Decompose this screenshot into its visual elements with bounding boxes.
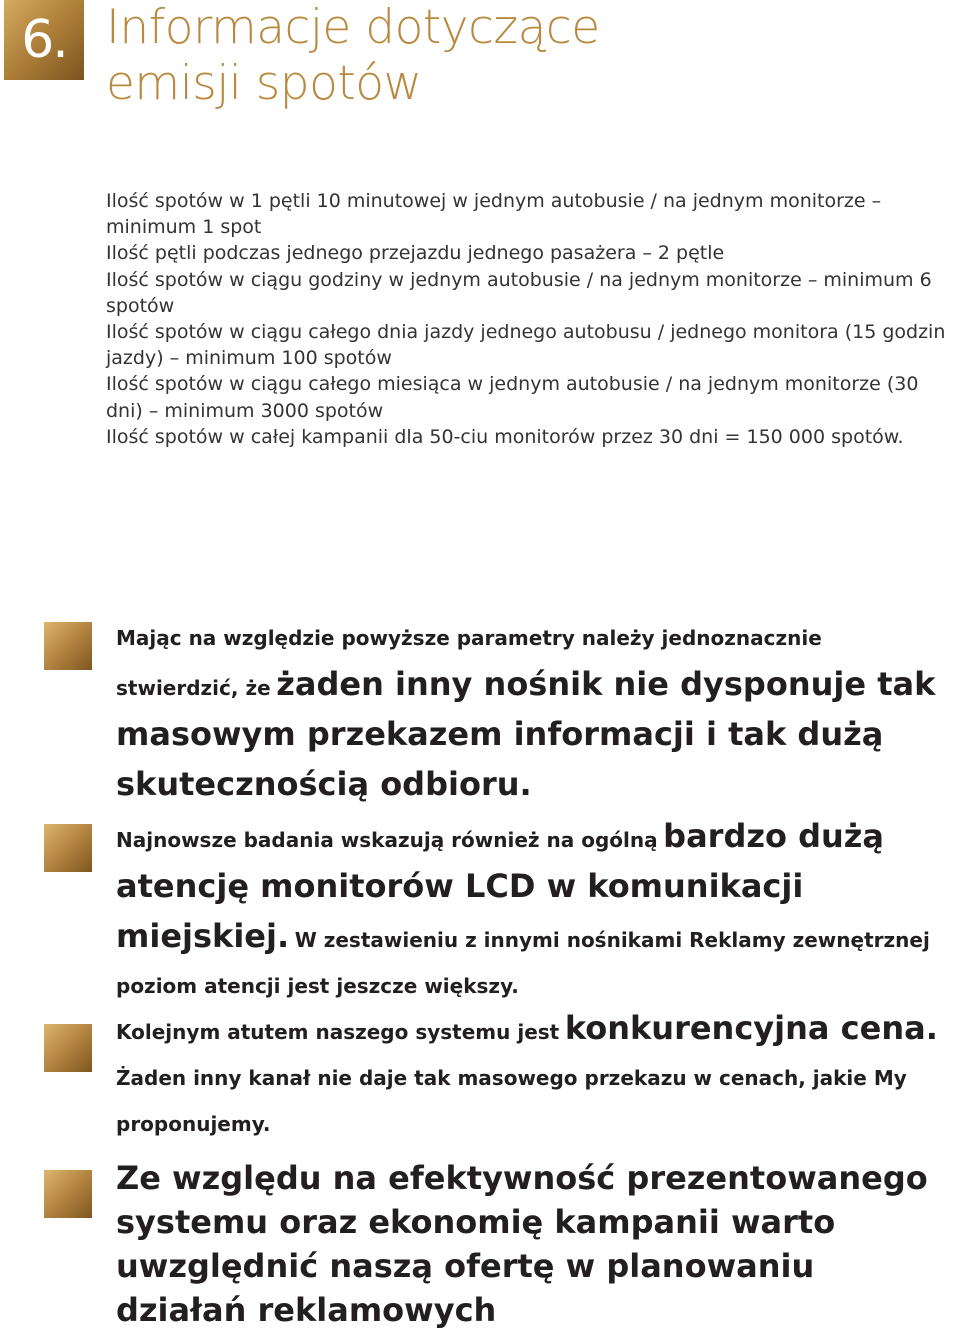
point-text: Kolejnym atutem naszego systemu jest <box>116 1020 560 1044</box>
page-title <box>106 0 600 112</box>
gold-square-bullet <box>44 1170 92 1218</box>
point-text: Mając na względzie powyższe parametry należy jednoznacznie stwierdzić, że <box>116 626 822 700</box>
gold-square-bullet <box>44 622 92 670</box>
stat-item: Ilość spotów w ciągu całego miesiąca w jednym autobusie / na jednym monitorze (30 dni) – minimum 3000 spotów <box>106 373 919 422</box>
point-attention <box>116 814 946 1010</box>
point-tail: Żaden inny kanał nie daje tak masowego przekazu w cenach, jakie My proponujemy. <box>116 1066 907 1136</box>
stat-item: Ilość spotów w ciągu całego dnia jazdy jednego autobusu / jednego monitora (15 godzin jazdy) – minimum 100 spotów <box>106 321 946 370</box>
title-line-1: Informacje dotyczące <box>106 0 600 55</box>
section-number-badge: 6. <box>4 0 84 80</box>
point-tail: W zestawieniu z innymi nośnikami Reklamy zewnętrznej poziom atencji jest jeszcze większy. <box>116 928 930 998</box>
point-price <box>116 1006 946 1148</box>
point-text: Najnowsze badania wskazują również na ogólną <box>116 828 658 852</box>
stat-item: Ilość spotów w całej kampanii dla 50-ciu monitorów przez 30 dni = 150 000 spotów. <box>106 425 904 448</box>
point-emphasis: konkurencyjna cena. <box>564 1009 938 1047</box>
stat-item: Ilość spotów w ciągu godziny w jednym autobusie / na jednym monitorze – minimum 6 spotów <box>106 268 932 317</box>
gold-square-bullet <box>44 824 92 872</box>
point-emphasis: żaden inny nośnik nie dysponuje tak masowym przekazem informacji i tak dużą skutecznością odbioru. <box>116 665 936 803</box>
point-emphasis: bardzo dużą atencję monitorów LCD w komunikacji miejskiej. <box>116 817 885 955</box>
point-conclusion: Ze względu na efektywność prezentowanego systemu oraz ekonomię kampanii warto uwzględnić naszą ofertę w planowaniu działań reklamowych <box>116 1159 928 1329</box>
gold-square-bullet <box>44 1024 92 1072</box>
title-line-2: emisji spotów <box>106 56 422 111</box>
point-massive-reach <box>116 616 946 812</box>
stats-list <box>106 188 946 450</box>
stat-item: Ilość pętli podczas jednego przejazdu jednego pasażera – 2 pętle <box>106 242 725 265</box>
stat-item: Ilość spotów w 1 pętli 10 minutowej w jednym autobusie / na jednym monitorze – minimum 1 spot <box>106 190 882 239</box>
